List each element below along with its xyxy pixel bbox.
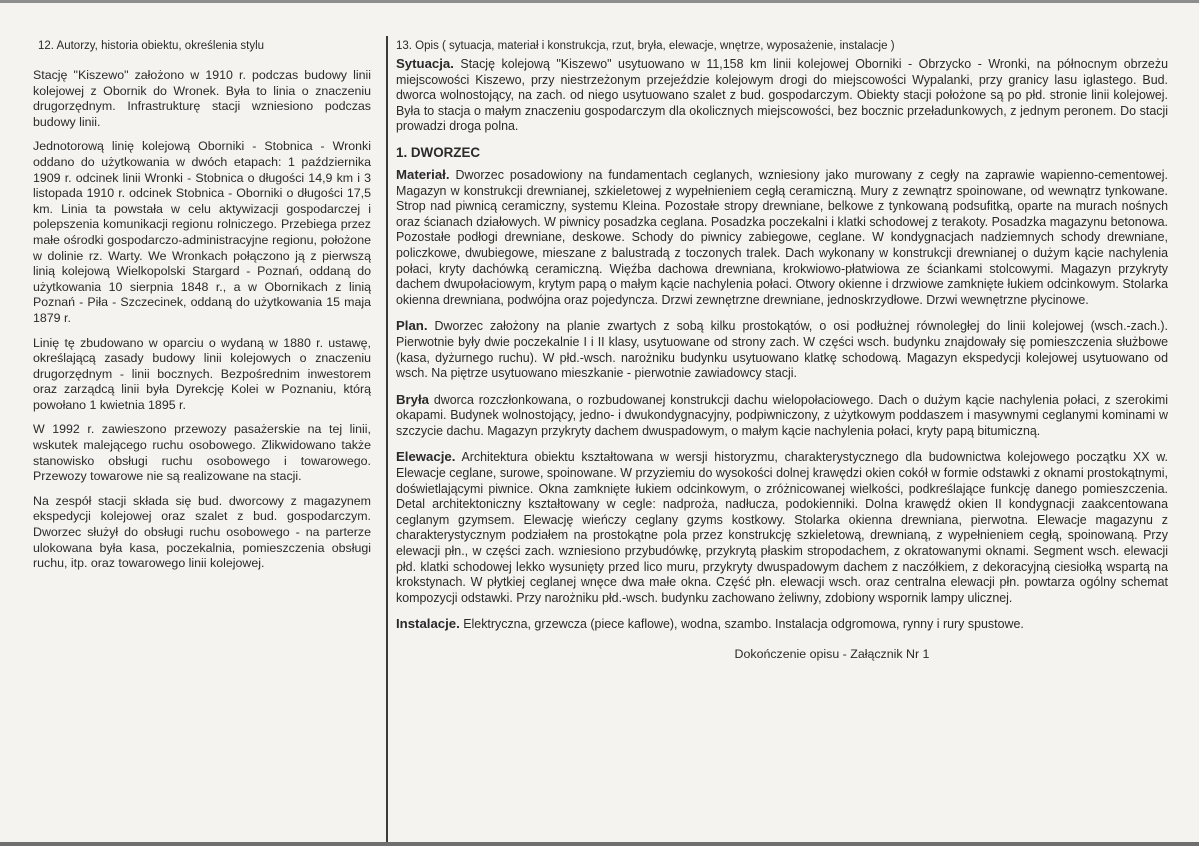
history-paragraph-3: Linię tę zbudowano w oparciu o wydaną w 1880 r. ustawę, określającą zasady budowy linii kolejowych o znaczeniu drugorzędnym - linii bocznych. Bezpośrednim inwestorem oraz zarządcą linii była Dyrekcję Kolei w Poznaniu, którą powołano 1 kwietnia 1895 r. — [33, 335, 371, 412]
elewacje-label: Elewacje. — [396, 449, 456, 465]
plan-text: Dworzec założony na planie zwartych z sobą kilku prostokątów, o osi podłużnej równoległej do linii kolejowej (wsch.-zach.). Pierwotnie były dwie poczekalnie I i II klasy, usytuowane od strony zach. W części wsch. budynku znajdowały się pomieszczenia służbowe (kasa, dyżurnego ruchu). W płd.-wsch. narożniku budynku usytuowano klatkę schodową. Magazyn ekspedycji kolejowej usytuowano od wsch. Na piętrze usytuowano mieszkanie - pierwotnie zawiadowcy stacji. — [396, 319, 1168, 381]
elewacje-text: Architektura obiektu kształtowana w wersji historyzmu, charakterystycznego dla budownictwa kolejowego początku XX w. Elewacje ceglane, surowe, spoinowane. W przyziemiu do wysokości dolnej krawędzi okien cokół w formie odstawki z oknami prostokątnymi, doświetlającymi piwnice. Okna zamknięte łukiem odcinkowym, o zróżnicowanej wielkości, podkreślające funkcję danego pomieszczenia. Detal architektoniczny kształtowany w cegle: nadproża, nadłucza, podokienniki. Dolna krawędź okien II kondygnacji zaakcentowana ceglanym gzymsem. Elewację wieńczy ceglany gzyms kostkowy. Stolarka okienna drewniana, pierwotna. Elewacje magazynu z charakterystycznym podziałem na prostokątne pola przez konstrukcję szkieletową, drewnianą, z wypełnieniem cegłą, spoinowaną. Przy elewacji płn., w części zach. wzniesiono przybudówkę, przykrytą płaskim stropodachem, z okratowanymi oknami. Segment wsch. elewacji płd. klatki schodowej lekko wysunięty przed lico muru, przykryty dwuspadowym dachem z naczółkiem, z dekoracyjną ciesiołką wspartą na krokstynach. W płytkiej ceglanej wnęce dwa małe okna. Część płn. elewacji wsch. oraz centralna elewacji płn. powtarza ogólny schemat kompozycji odstawki. Przy narożniku płd.-wsch. budynku zachowano żeliwny, zdobiony wspornik lampy ulicznej. — [396, 450, 1168, 605]
elewacje-paragraph — [396, 449, 1168, 606]
bryla-paragraph — [396, 392, 1168, 440]
instalacje-text: Elektryczna, grzewcza (piece kaflowe), wodna, szambo. Instalacja odgromowa, rynny i rury spustowe. — [459, 617, 1024, 632]
dworzec-section-title: 1. DWORZEC — [396, 144, 481, 160]
bryla-label: Bryła — [396, 391, 429, 407]
appendix-note: Dokończenie opisu - Załącznik Nr 1 — [734, 647, 930, 661]
sytuacja-label: Sytuacja. — [396, 56, 454, 71]
plan-paragraph — [396, 318, 1168, 381]
top-frame-line — [0, 0, 1199, 3]
column-divider — [386, 36, 388, 842]
plan-label: Plan. — [396, 318, 428, 334]
history-paragraph-2: Jednotorową linię kolejową Oborniki - Stobnica - Wronki oddano do użytkowania w dwóch etapach: 1 października 1909 r. odcinek linii Wronki - Stobnica o długości 14,9 km i 3 listopada 1910 r. odcinek Stobnica - Oborniki o długości 17,5 km. Linia ta powstała w celu aktywizacji gospodarczej i polepszenia komunikacji regionu rolniczego. Przebiega przez małe ośrodki gospodarczo-administracyjne regionu, położone w dolinie rz. Warty. We Wronkach połączono ją z pierwszą linią kolejową Wielkopolski Stargard - Poznań, oddaną do użytkowania 10 sierpnia 1848 r., a w Obornikach z linią Poznań - Piła - Szczecinek, oddaną do użytkowania 15 maja 1879 r. — [33, 139, 371, 325]
material-text: Dworzec posadowiony na fundamentach ceglanych, wzniesiony jako murowany z cegły na zaprawie wapienno-cementowej. Magazyn w konstrukcji drewnianej, szkieletowej z wypełnieniem cegłą ceramiczną. Mury z zewnątrz spoinowane, od wewnątrz tynkowane. Strop nad piwnicą ceramiczny, systemu Kleina. Pozostałe stropy drewniane, belkowe z tynkowaną podsufitką, oparte na murach nośnych oraz ścianach działowych. W piwnicy posadzka ceglana. Posadzka poczekalni i klatki schodowej z terakoty. Posadzka magazynu betonowa. Pozostałe podłogi drewniane, deskowe. Schody do piwnicy zabiegowe, ceglane. W kondygnacjach nadziemnych schody drewniane, policzkowe, dwubiegowe, mieszane z balustradą z toczonych tralek. Dach wykonany w konstrukcji drewnianej o dużym kącie nachylenia połaci, kryty dachówką ceramiczną. Więźba dachowa drewniana, krokwiowo-płatwiowa ze ściankami stolcowymi. Magazyn przykryty dachem dwupołaciowym, krytym papą o małym kącie nachylenia połaci. Otwory okienne i drzwiowe zamknięte łukiem odcinkowym. Stolarka okienna drewniana, podwójna oraz pojedyncza. Drzwi zewnętrzne drewniane, jednoskrzydłowe. Drzwi wewnętrzne płycinowe. — [396, 167, 1168, 307]
right-column — [396, 38, 1168, 661]
sytuacja-text: Stację kolejową "Kiszewo" usytuowano w 11,158 km linii kolejowej Oborniki - Obrzycko - Wronki, na północnym obrzeżu miejscowości Kiszewo, przy niestrzeżonym przejeździe kolejowym drogi do miejscowości Wypalanki, przy granicy lasu iglastego. Bud. dworca wolnostojący, na zach. od niego usytuowano szalet z bud. gospodarczym. Obiekty stacji położone są po płd. stronie linii kolejowej. Była to stacja o małym znaczeniu gospodarczym dla okolicznych miejscowości, bez bocznic przeładunkowych, z jednym peronem. Do stacji prowadzi droga polna. — [396, 57, 1168, 134]
left-column — [33, 38, 371, 581]
instalacje-paragraph — [396, 616, 1168, 633]
sytuacja-paragraph — [396, 56, 1168, 135]
material-label: Materiał. — [396, 166, 450, 182]
history-paragraph-5: Na zespół stacji składa się bud. dworcowy z magazynem ekspedycji kolejowej oraz szalet z bud. gospodarczym. Dworzec służył do obsługi ruchu osobowego - na parterze ulokowana była kasa, poczekalnia, pomieszczenia obsługi ruchu, itp. oraz towarowego linii kolejowej. — [33, 493, 371, 571]
material-paragraph — [396, 167, 1168, 308]
bottom-frame-line — [0, 842, 1199, 846]
bryla-text: dworca rozczłonkowana, o rozbudowanej konstrukcji dachu wielopołaciowego. Dach o dużym kącie nachylenia połaci, z szerokimi okapami. Budynek wolnostojący, jedno- i dwukondygnacyjny, podpiwniczony, z użytkowym poddaszem i masywnymi ceglanymi kominami w szczycie dachu. Magazyn przykryty dachem dwuspadowym, o małym kącie nachylenia połaci, kryty papą bitumiczną. — [396, 392, 1168, 438]
history-paragraph-1: Stację "Kiszewo" założono w 1910 r. podczas budowy linii kolejowej z Obornik do Wronek. Była to linia o znaczeniu drugorzędnym. Infrastrukturę stacji wzniesiono podczas budowy linii. — [33, 68, 371, 129]
section-12-heading: 12. Autorzy, historia obiektu, określenia stylu — [38, 40, 265, 52]
history-paragraph-4: W 1992 r. zawieszono przewozy pasażerskie na tej linii, wskutek malejącego ruchu osobowego. Zlikwidowano także stanowisko obsługi ruchu osobowego i towarowego. Przewozy towarowe nie są realizowane na stacji. — [33, 422, 371, 484]
section-13-heading: 13. Opis ( sytuacja, materiał i konstrukcja, rzut, bryła, elewacje, wnętrze, wyposażenie, instalacje ) — [396, 40, 895, 52]
instalacje-label: Instalacje. — [396, 616, 460, 632]
